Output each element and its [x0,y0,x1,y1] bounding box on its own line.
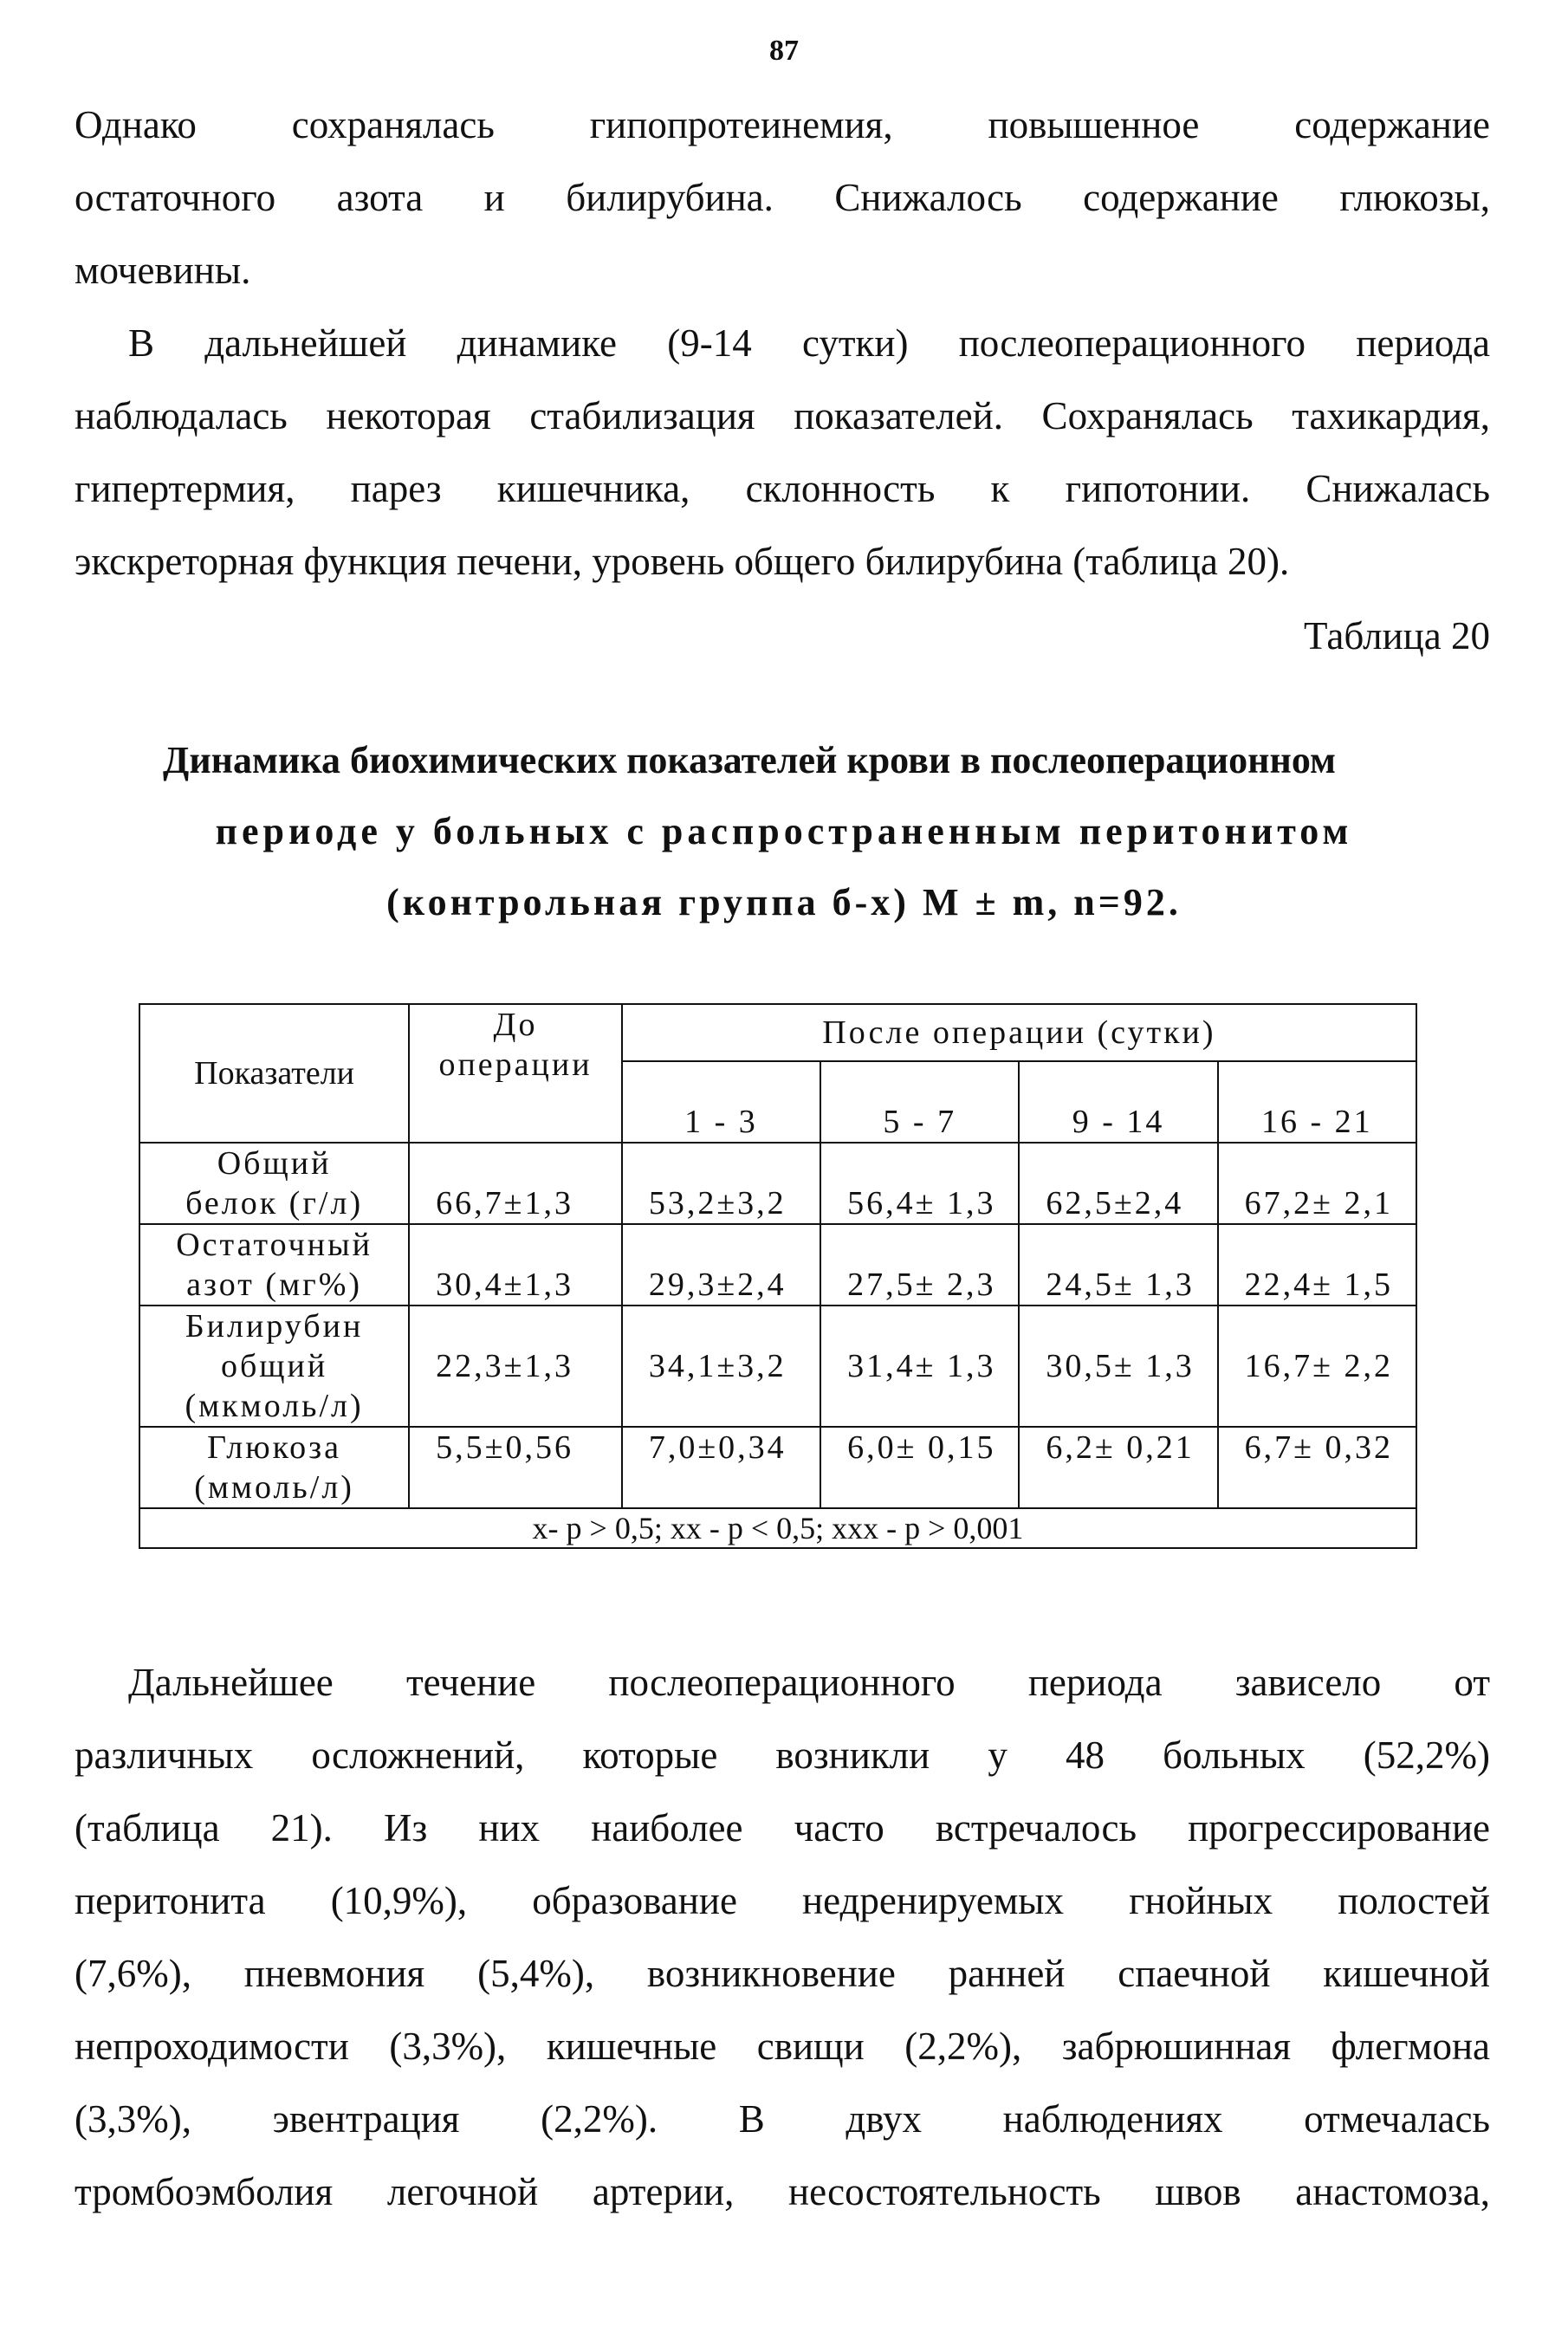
text-line: Дальнейшее течение послеоперационного периода зависело от [128,1661,1490,1704]
text-line: (7,6%), пневмония (5,4%), возникновение ранней спаечной кишечной [75,1952,1490,1995]
indicator-line: Глюкоза [207,1429,342,1466]
text-line: (таблица 21). Из них наиболее часто встречалось прогрессирование [75,1806,1490,1850]
table-title-line: Динамика биохимических показателей крови в послеоперационном [163,739,1336,781]
row-indicator [139,1224,409,1306]
text-line: мочевины. [75,249,251,292]
cell-value: 24,5± 1,3 [1019,1224,1217,1306]
cell-value: 53,2±3,2 [622,1143,820,1224]
cell-value: 30,5± 1,3 [1019,1306,1217,1427]
row-indicator [139,1143,409,1224]
indicator-line: Остаточный [176,1227,373,1263]
row-indicator [139,1427,409,1508]
cell-value: 56,4± 1,3 [820,1143,1019,1224]
cell-value: 5,5±0,56 [409,1427,622,1508]
text-line: различных осложнений, которые возникли у 48 больных (52,2%) [75,1733,1490,1777]
biochem-table [139,1003,1417,1549]
text-line: В дальнейшей динамике (9-14 сутки) послеоперационного периода [128,321,1490,365]
header-before-line: До [493,1007,538,1043]
indicator-line: Общий [217,1145,332,1182]
complications-paragraph [75,1646,1490,2228]
cell-value: 7,0±0,34 [622,1427,820,1508]
cell-value: 6,7± 0,32 [1218,1427,1416,1508]
indicator-line: (ммоль/л) [194,1469,354,1506]
header-before-line: операции [438,1046,593,1083]
header-indicators: Показатели [139,1004,409,1143]
dynamics-paragraph [75,307,1490,598]
table-title-line: периоде у больных с распространенным перитонитом [215,810,1353,852]
text-line: перитонита (10,9%), образование недренируемых гнойных полостей [75,1879,1490,1922]
cell-value: 67,2± 2,1 [1218,1143,1416,1224]
table-row [139,1224,1416,1306]
table-row [139,1143,1416,1224]
table-footnote: х- р > 0,5; хх - р < 0,5; ххх - р > 0,001 [139,1508,1416,1548]
text-line: наблюдалась некоторая стабилизация показателей. Сохранялась тахикардия, [75,394,1490,437]
indicator-line: Билирубин [185,1308,364,1344]
cell-value: 22,3±1,3 [409,1306,622,1427]
cell-value: 62,5±2,4 [1019,1143,1217,1224]
table-row [139,1306,1416,1427]
table-label: Таблица 20 [1304,614,1490,658]
indicator-line: (мкмоль/л) [185,1388,364,1424]
cell-value: 29,3±2,4 [622,1224,820,1306]
header-before-surgery [409,1004,622,1143]
text-line: (3,3%), эвентрация (2,2%). В двух наблюдениях отмечалась [75,2097,1490,2141]
header-day: 5 - 7 [820,1061,1019,1143]
text-line: экскреторная функция печени, уровень общего билирубина (таблица 20). [75,540,1290,583]
indicator-line: общий [220,1348,328,1384]
header-day: 1 - 3 [622,1061,820,1143]
row-indicator [139,1306,409,1427]
cell-value: 66,7±1,3 [409,1143,622,1224]
indicator-line: азот (мг%) [186,1267,363,1303]
cell-value: 27,5± 2,3 [820,1224,1019,1306]
header-after-surgery: После операции (сутки) [622,1004,1416,1061]
text-line: гипертермия, парез кишечника, склонность к гипотонии. Снижалась [75,467,1490,510]
text-line: остаточного азота и билирубина. Снижалось содержание глюкозы, [75,176,1490,219]
cell-value: 30,4±1,3 [409,1224,622,1306]
cell-value: 34,1±3,2 [622,1306,820,1427]
cell-value: 6,0± 0,15 [820,1427,1019,1508]
text-line: тромбоэмболия легочной артерии, несостоятельность швов анастомоза, [75,2170,1490,2213]
cell-value: 6,2± 0,21 [1019,1427,1217,1508]
intro-paragraph [75,88,1490,307]
table-row [139,1427,1416,1508]
text-line: непроходимости (3,3%), кишечные свищи (2,2%), забрюшинная флегмона [75,2025,1490,2068]
table-title-line: (контрольная группа б-х) M ± m, n=92. [386,881,1182,923]
table-header-row [139,1004,1416,1061]
cell-value: 16,7± 2,2 [1218,1306,1416,1427]
cell-value: 22,4± 1,5 [1218,1224,1416,1306]
header-day: 16 - 21 [1218,1061,1416,1143]
indicator-line: белок (г/л) [185,1185,364,1221]
table-footnote-row [139,1508,1416,1548]
page-number: 87 [769,35,799,67]
cell-value: 31,4± 1,3 [820,1306,1019,1427]
text-line: Однако сохранялась гипопротеинемия, повышенное содержание [75,103,1490,146]
header-day: 9 - 14 [1019,1061,1217,1143]
